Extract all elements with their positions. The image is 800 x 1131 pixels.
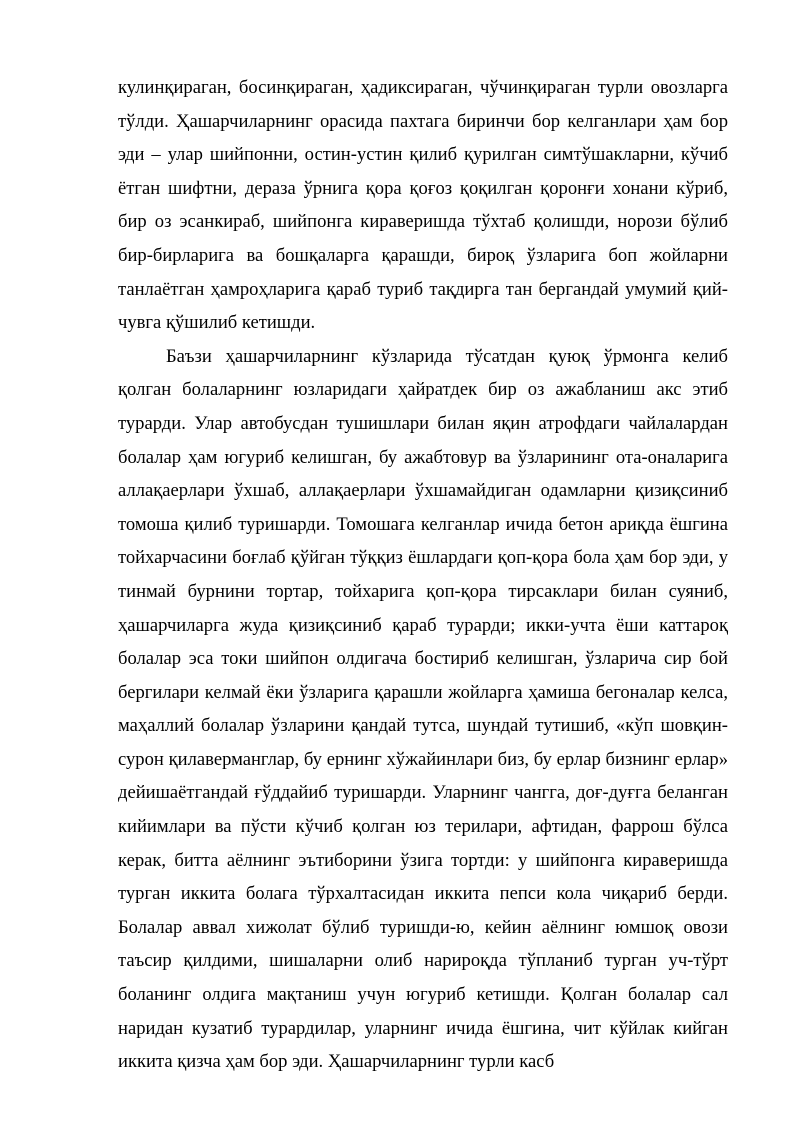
paragraph-main: Баъзи ҳашарчиларнинг кўзларида тўсатдан қуюқ ўрмонга келиб қолган болаларнинг юзларидаги ҳайратдек бир оз ажабланиш акс этиб турарди. Улар автобусдан тушишлари билан яқин атрофдаги чайлалардан болалар ҳам югуриб келишган, бу ажабтовур ва ўзларининг ота-оналарига аллақаерлари ўхшаб, аллақаерлари ўхшамайдиган одамларни қизиқсиниб томоша қилиб туришарди. Томошага келганлар ичида бетон ариқда ёшгина тойхарчасини боғлаб қўйган тўққиз ёшлардаги қоп-қора бола ҳам бор эди, у тинмай бурнини тортар, тойхарига қоп-қора тирсаклари билан суяниб, ҳашарчиларга жуда қизиқсиниб қараб турарди; икки-учта ёши каттароқ болалар эса токи шийпон олдигача бостириб келишган, ўзларича сир бой бергилари келмай ёки ўзларига қарашли жойларга ҳамиша бегоналар келса, маҳаллий болалар ўзларини қандай тутса, шундай тутишиб, «кўп шовқин-сурон қилаверманглар, бу ернинг хўжайинлари биз, бу ерлар бизнинг ерлар» дейишаётгандай ғўддайиб туришарди. Уларнинг чангга, доғ-дуғга беланган кийимлари ва пўсти кўчиб қолган юз терилари, афтидан, фаррош бўлса керак, битта аёлнинг эътиборини ўзига тортди: у шийпонга кираверишда турган иккита болага тўрхалтасидан иккита пепси кола чиқариб берди. Болалар аввал хижолат бўлиб туришди-ю, кейин аёлнинг юмшоқ овози таъсир қилдими, шишаларни олиб нарироқда тўпланиб турган уч-тўрт боланинг олдига мақтаниш учун югуриб кетишди. Қолган болалар сал наридан кузатиб турардилар, уларнинг ичида ёшгина, чит кўйлак кийган иккита қизча ҳам бор эди. Ҳашарчиларнинг турли касб (118, 345, 728, 1073)
document-page (118, 71, 728, 1079)
paragraph-continuation: кулинқираган, босинқираган, ҳадиксираган, чўчинқираган турли овозларга тўлди. Ҳашарчиларнинг орасида пахтага биринчи бор келганлари ҳам бор эди – улар шийпонни, остин-устин қилиб қурилган симтўшакларни, кўчиб ётган шифтни, дераза ўрнига қора қоғоз қоқилган қоронғи хонани кўриб, бир оз эсанкираб, шийпонга кираверишда тўхтаб қолишди, норози бўлиб бир-бирларига ва бошқаларга қарашди, бироқ ўзларига боп жойларни танлаётган ҳамроҳларига қараб туриб тақдирга тан бергандай умумий қий-чувга қўшилиб кетишди. (118, 77, 728, 334)
